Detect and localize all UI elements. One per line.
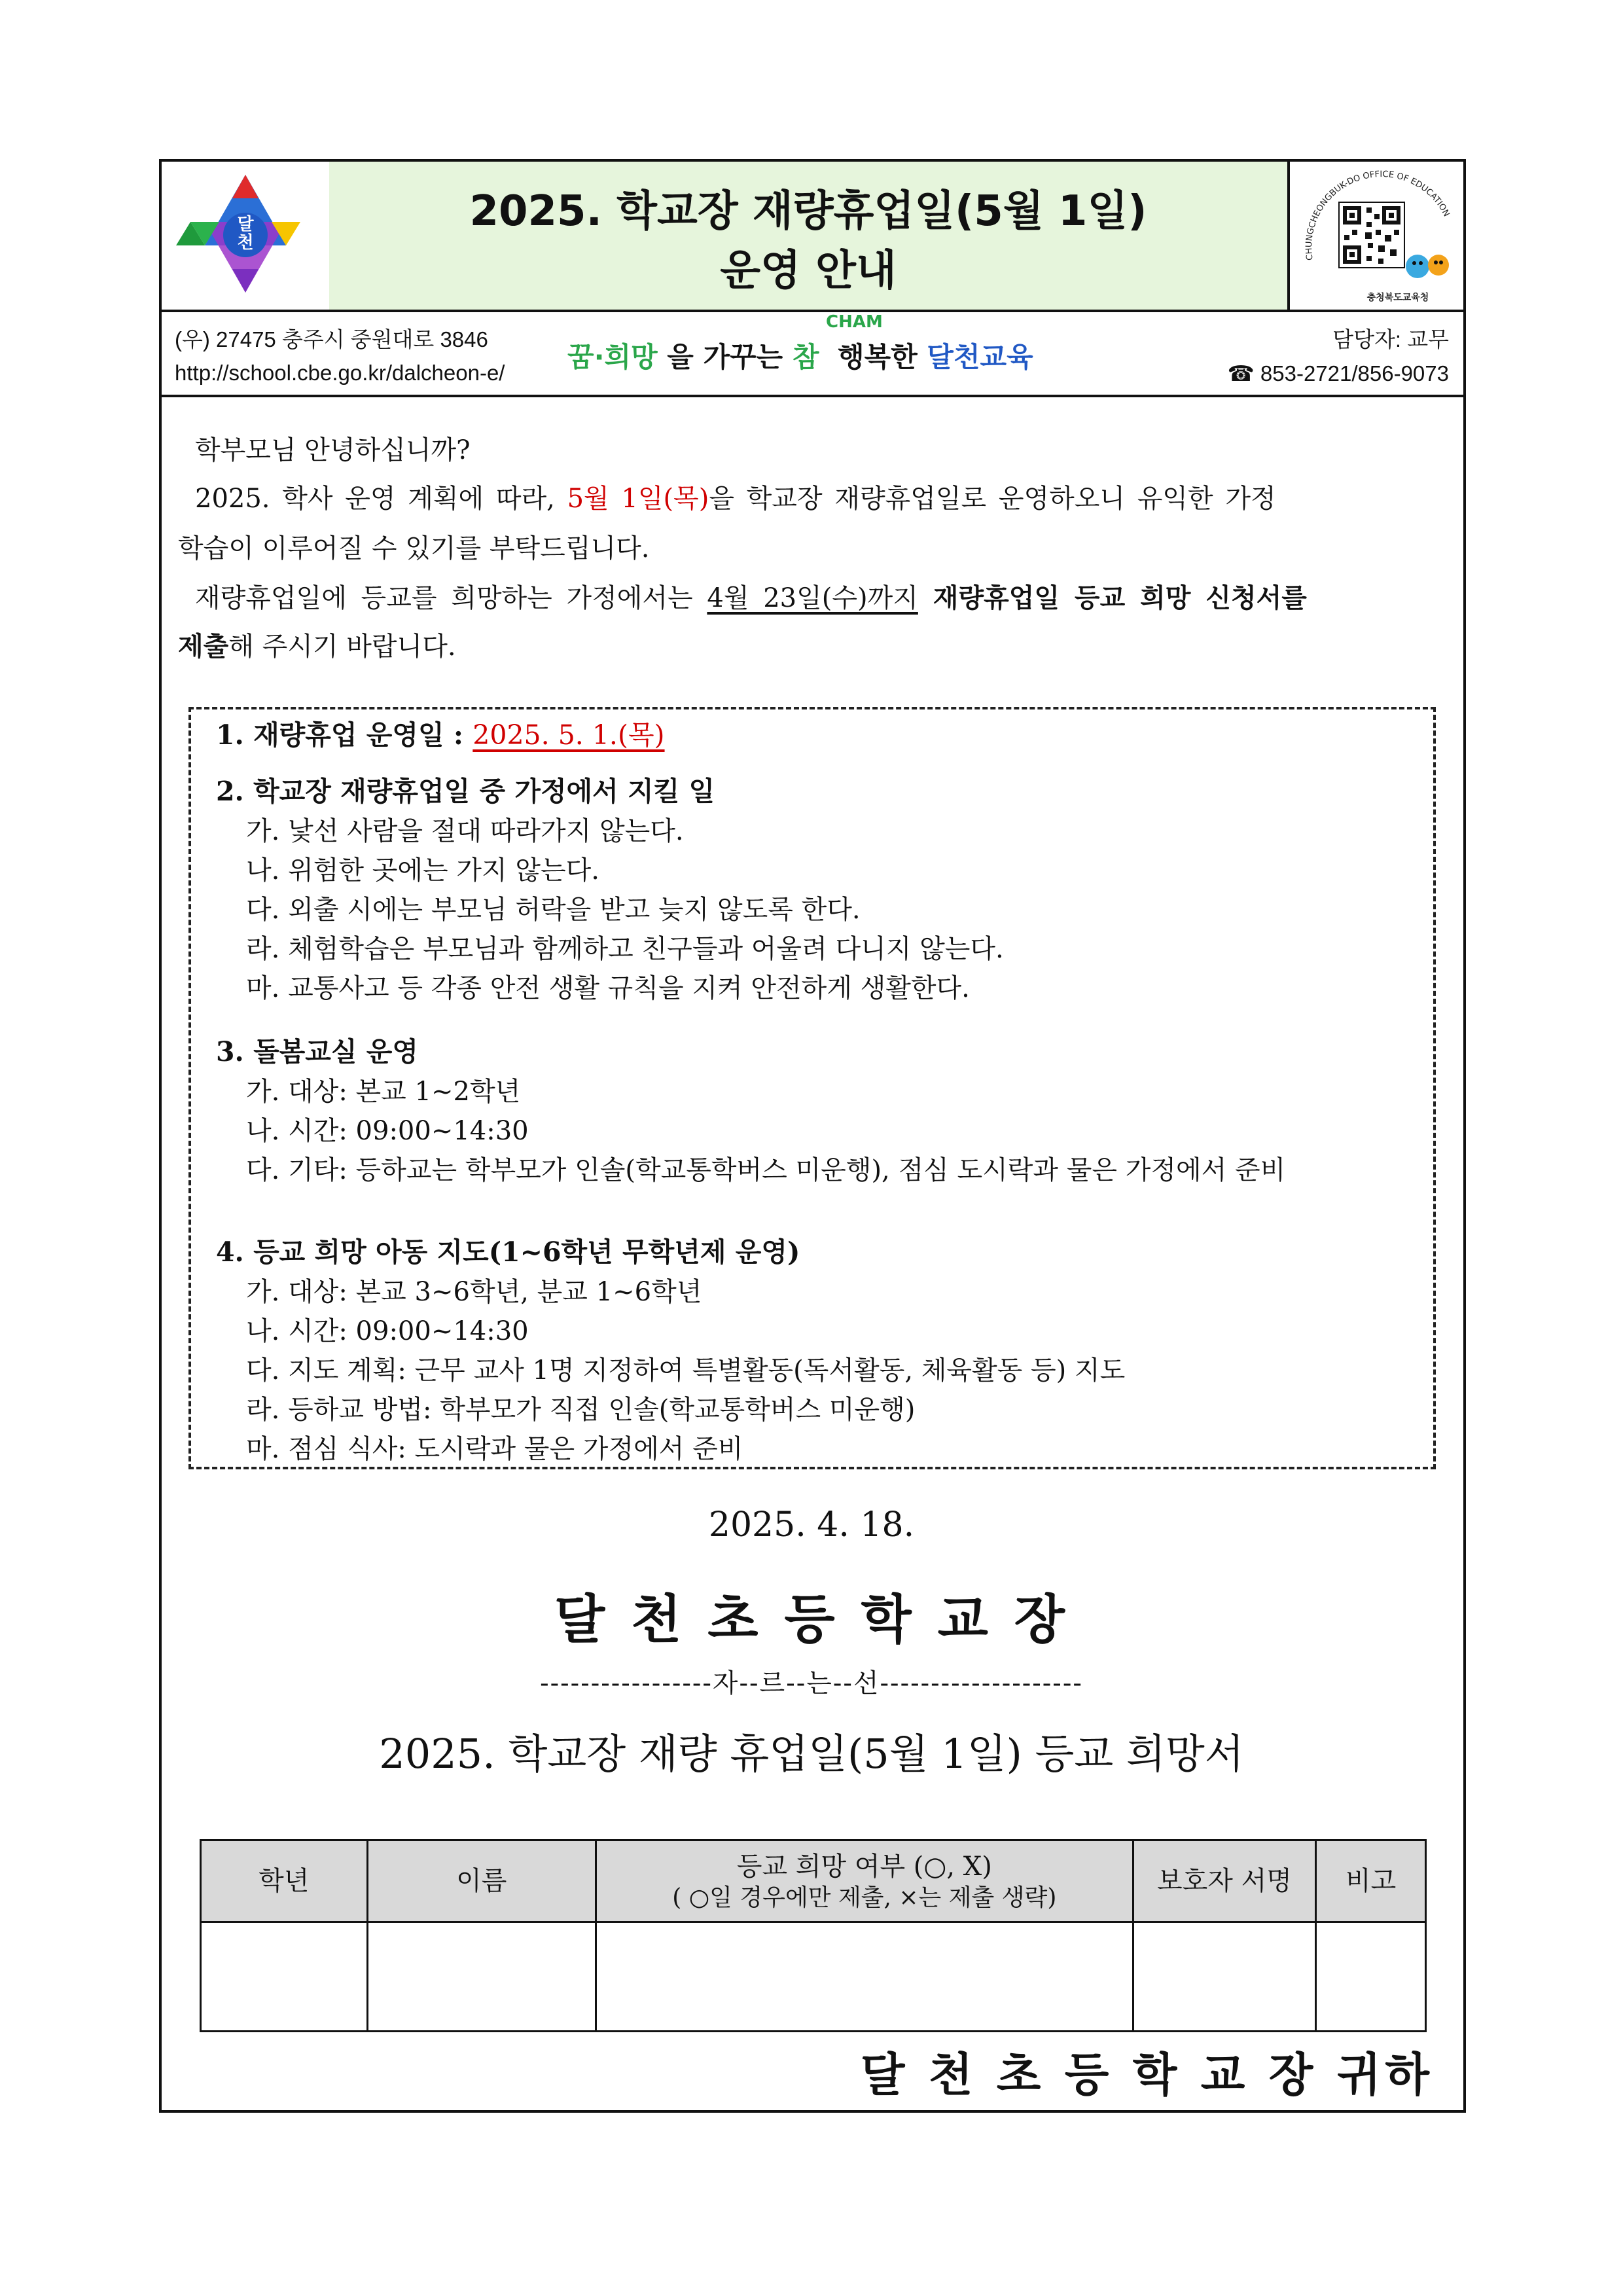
intro-paragraph-1: 2025. 학사 운영 계획에 따라, 5월 1일(목)을 학교장 재량휴업일로 운영하오니 유익한 가정 xyxy=(195,484,1276,514)
column-header-attendance: 등교 희망 여부 (○, X) ( ○일 경우에만 제출, ×는 제출 생략) xyxy=(596,1840,1133,1922)
list-item: 마. 점심 식사: 도시락과 물은 가정에서 준비 xyxy=(246,1434,743,1464)
table-row xyxy=(201,1922,1426,2032)
list-item: 마. 교통사고 등 각종 안전 생활 규칙을 지켜 안전하게 생활한다. xyxy=(246,973,970,1003)
holiday-date-highlight: 5월 1일(목) xyxy=(567,484,709,514)
deadline-highlight: 4월 23일(수)까지 xyxy=(707,583,918,613)
logo-text: 달 xyxy=(237,215,254,234)
column-header-name: 이름 xyxy=(367,1840,596,1922)
intro-paragraph-1-line2: 학습이 이루어질 수 있기를 부탁드립니다. xyxy=(178,533,650,564)
list-item: 나. 시간: 09:00~14:30 xyxy=(246,1116,529,1146)
page-title-line1: 2025. 학교장 재량휴업일(5월 1일) xyxy=(469,187,1147,236)
list-item: 나. 위험한 곳에는 가지 않는다. xyxy=(246,855,599,886)
slogan-cham: CHAM xyxy=(826,312,883,332)
signature-input-cell[interactable] xyxy=(1133,1922,1316,2032)
signer: 달 천 초 등 학 교 장 xyxy=(554,1588,1069,1650)
list-item: 가. 낯선 사람을 절대 따라가지 않는다. xyxy=(246,816,684,846)
school-logo-cell xyxy=(162,162,332,310)
addressee: 달 천 초 등 학 교 장 귀하 xyxy=(860,2047,1433,2102)
name-input-cell[interactable] xyxy=(367,1922,596,2032)
page-title-line2: 운영 안내 xyxy=(720,247,897,295)
greeting: 학부모님 안녕하십니까? xyxy=(195,435,471,465)
remarks-input-cell[interactable] xyxy=(1316,1922,1426,2032)
attendance-input-cell[interactable] xyxy=(596,1922,1133,2032)
info-bar xyxy=(162,310,1463,397)
list-item: 다. 외출 시에는 부모님 허락을 받고 늦지 않도록 한다. xyxy=(246,895,861,925)
school-slogan: 꿈·희망 을 가꾸는 참 CHAM 행복한 달천교육 xyxy=(567,312,1033,373)
contact-person: 담당자: 교무 xyxy=(1332,327,1449,351)
list-item: 다. 기타: 등하교는 학부모가 인솔(학교통학버스 미운행), 점심 도시락과 물은 가정에서 준비 xyxy=(246,1155,1286,1185)
qr-code-icon xyxy=(1287,162,1463,310)
header xyxy=(162,162,1463,312)
cut-line: -----------------자--르--는--선-------------------- xyxy=(540,1668,1083,1698)
list-item: 라. 체험학습은 부모님과 함께하고 친구들과 어울려 다니지 않는다. xyxy=(246,934,1004,964)
school-logo-icon xyxy=(162,162,329,310)
office-seal-text: CHUNGCHEONGBUK-DO OFFICE OF EDUCATION xyxy=(1304,170,1452,261)
form-title: 2025. 학교장 재량 휴업일(5월 1일) 등교 희망서 xyxy=(379,1730,1244,1778)
school-url[interactable]: http://school.cbe.go.kr/dalcheon-e/ xyxy=(175,361,505,385)
issue-date: 2025. 4. 18. xyxy=(708,1505,915,1545)
column-header-remarks: 비고 xyxy=(1316,1840,1426,1922)
contact-phone: ☎ 853-2721/856-9073 xyxy=(1227,361,1449,386)
section-2-title: 2. 학교장 재량휴업일 중 가정에서 지킬 일 xyxy=(216,776,715,807)
svg-text:천: 천 xyxy=(237,233,254,253)
application-form-table xyxy=(200,1839,1427,2032)
slogan-dream-hope: 꿈·희망 xyxy=(567,341,658,373)
section-3-title: 3. 돌봄교실 운영 xyxy=(216,1036,418,1067)
grade-input-cell[interactable] xyxy=(201,1922,368,2032)
title-cell xyxy=(329,162,1290,310)
intro-paragraph-2: 재량휴업일에 등교를 희망하는 가정에서는 4월 23일(수)까지 재량휴업일 등교 희망 신청서를 xyxy=(195,583,1307,613)
column-header-grade: 학년 xyxy=(201,1840,368,1922)
list-item: 나. 시간: 09:00~14:30 xyxy=(246,1316,529,1346)
section-1: 1. 재량휴업 운영일 : 2025. 5. 1.(목) xyxy=(216,719,665,751)
list-item: 다. 지도 계획: 근무 교사 1명 지정하여 특별활동(독서활동, 체육활동 등) 지도 xyxy=(246,1355,1126,1386)
section-4-title: 4. 등교 희망 아동 지도(1~6학년 무학년제 운영) xyxy=(216,1236,800,1268)
office-seal-cell xyxy=(1287,162,1463,310)
school-address: (우) 27475 충주시 중원대로 3846 xyxy=(175,327,488,351)
office-name: 충청북도교육청 xyxy=(1366,293,1429,303)
list-item: 가. 대상: 본교 3~6학년, 분교 1~6학년 xyxy=(246,1277,702,1307)
list-item: 라. 등하교 방법: 학부모가 직접 인솔(학교통학버스 미운행) xyxy=(246,1395,916,1425)
table-header-row xyxy=(201,1840,1426,1922)
column-header-guardian-signature: 보호자 서명 xyxy=(1133,1840,1316,1922)
intro-paragraph-2-line2: 제출해 주시기 바랍니다. xyxy=(178,631,456,662)
list-item: 가. 대상: 본교 1~2학년 xyxy=(246,1077,521,1107)
holiday-date: 2025. 5. 1.(목) xyxy=(473,719,665,751)
